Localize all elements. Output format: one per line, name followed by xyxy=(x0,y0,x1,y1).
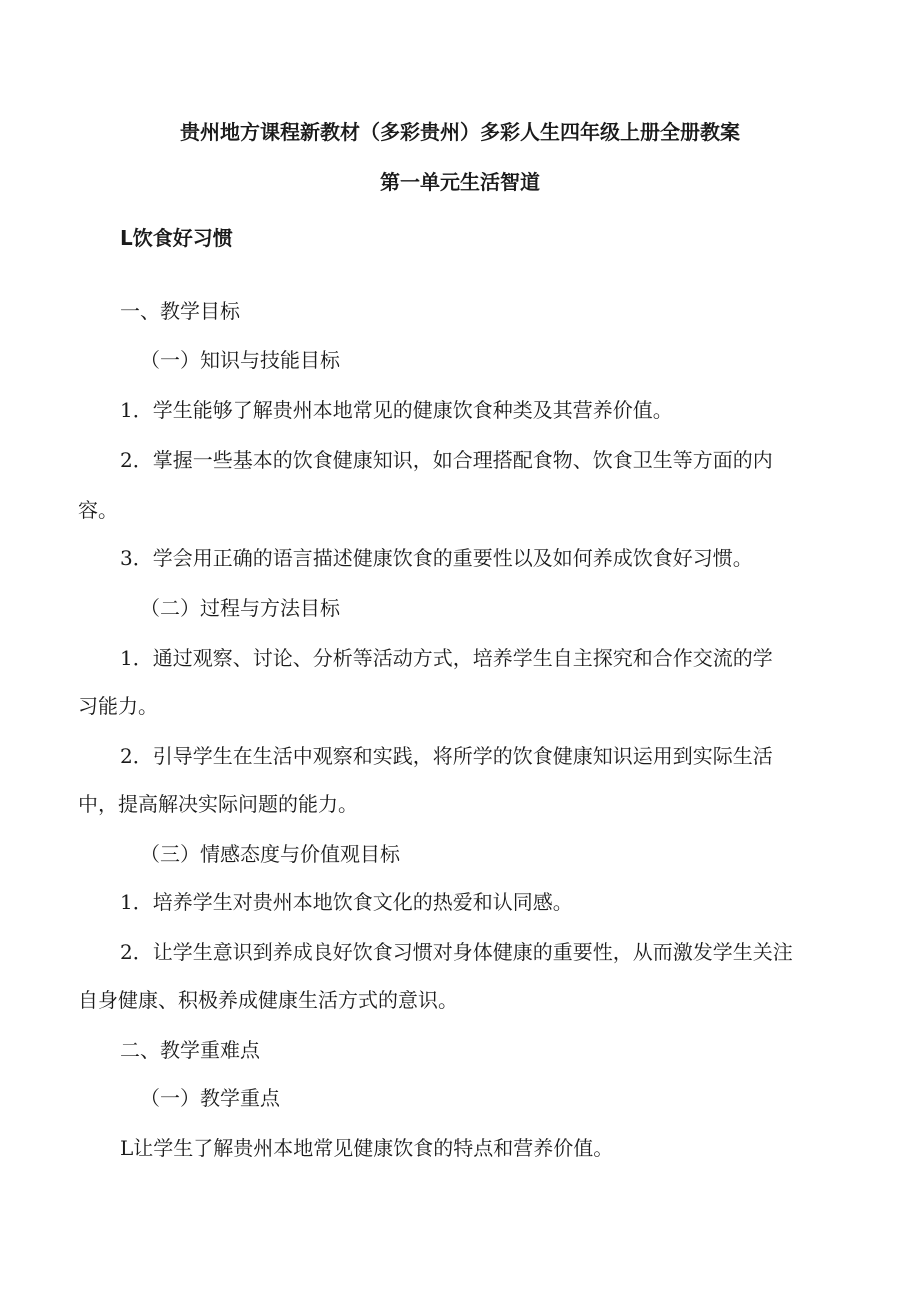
paragraph: 3．学会用正确的语言描述健康饮食的重要性以及如何养成饮食好习惯。 xyxy=(120,546,753,570)
subheading-teaching-focus: （一）教学重点 xyxy=(140,1086,280,1110)
paragraph: 1．学生能够了解贵州本地常见的健康饮食种类及其营养价值。 xyxy=(120,398,673,422)
subheading-knowledge-skills: （一）知识与技能目标 xyxy=(140,348,340,372)
section-heading-objectives: 一、教学目标 xyxy=(120,299,240,323)
paragraph-continuation: 中，提高解决实际问题的能力。 xyxy=(78,792,358,816)
paragraph: 2．掌握一些基本的饮食健康知识，如合理搭配食物、饮食卫生等方面的内 xyxy=(120,448,773,472)
unit-title: 第一单元生活智道 xyxy=(380,170,540,194)
paragraph: 2．让学生意识到养成良好饮食习惯对身体健康的重要性，从而激发学生关注 xyxy=(120,940,793,964)
document-title: 贵州地方课程新教材（多彩贵州）多彩人生四年级上册全册教案 xyxy=(180,120,740,144)
section-heading-key-points: 二、教学重难点 xyxy=(120,1038,260,1062)
paragraph: 1．培养学生对贵州本地饮食文化的热爱和认同感。 xyxy=(120,890,573,914)
subheading-process-method: （二）过程与方法目标 xyxy=(140,596,340,620)
lesson-title: L饮食好习惯 xyxy=(120,226,233,250)
paragraph: 2．引导学生在生活中观察和实践，将所学的饮食健康知识运用到实际生活 xyxy=(120,744,773,768)
subheading-emotion-values: （三）情感态度与价值观目标 xyxy=(140,842,400,866)
paragraph: L让学生了解贵州本地常见健康饮食的特点和营养价值。 xyxy=(120,1136,614,1160)
paragraph: 1．通过观察、讨论、分析等活动方式，培养学生自主探究和合作交流的学 xyxy=(120,646,773,670)
paragraph-continuation: 自身健康、积极养成健康生活方式的意识。 xyxy=(78,988,458,1012)
paragraph-continuation: 习能力。 xyxy=(78,694,158,718)
paragraph-continuation: 容。 xyxy=(78,498,118,522)
